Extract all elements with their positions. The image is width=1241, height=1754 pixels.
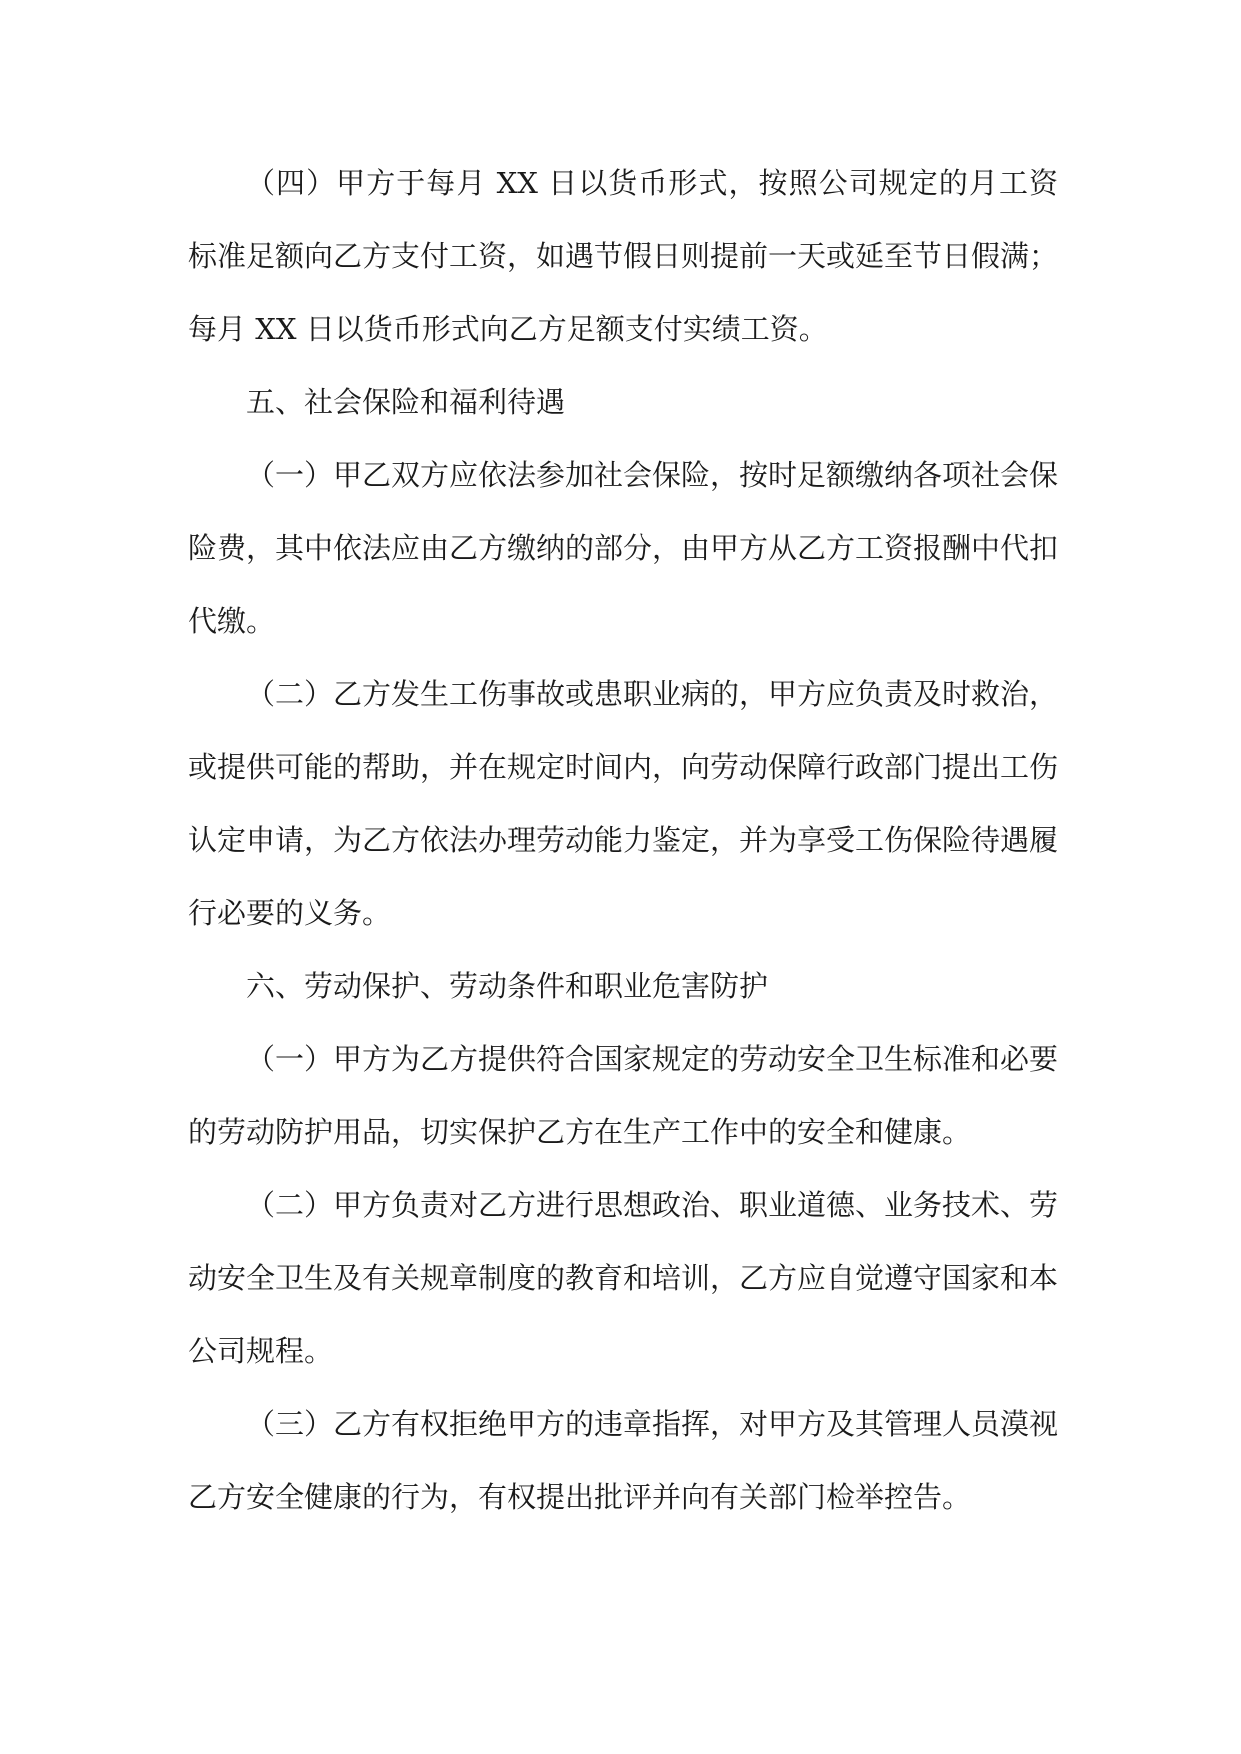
paragraph-work-injury: （二）乙方发生工伤事故或患职业病的，甲方应负责及时救治，或提供可能的帮助，并在规定时间内，向劳动保障行政部门提出工伤认定申请，为乙方依法办理劳动能力鉴定，并为享受工伤保险待遇履行必要的义务。 [188, 677, 1059, 930]
paragraph-training: （二）甲方负责对乙方进行思想政治、职业道德、业务技术、劳动安全卫生及有关规章制度的教育和培训，乙方应自觉遵守国家和本公司规程。 [188, 1188, 1059, 1368]
document-body [188, 147, 1058, 1534]
paragraph-social-insurance: （一）甲乙双方应依法参加社会保险，按时足额缴纳各项社会保险费，其中依法应由乙方缴纳的部分，由甲方从乙方工资报酬中代扣代缴。 [188, 458, 1059, 638]
paragraph-wage-payment: （四）甲方于每月 XX 日以货币形式，按照公司规定的月工资标准足额向乙方支付工资，如遇节假日则提前一天或延至节日假满；每月 XX 日以货币形式向乙方足额支付实绩工资。 [188, 166, 1059, 346]
section-heading-labor-protection: 六、劳动保护、劳动条件和职业危害防护 [246, 969, 769, 1003]
paragraph-safety-equipment: （一）甲方为乙方提供符合国家规定的劳动安全卫生标准和必要的劳动防护用品，切实保护乙方在生产工作中的安全和健康。 [188, 1042, 1059, 1149]
section-heading-social-insurance: 五、社会保险和福利待遇 [246, 385, 566, 419]
paragraph-right-to-refuse: （三）乙方有权拒绝甲方的违章指挥，对甲方及其管理人员漠视乙方安全健康的行为，有权提出批评并向有关部门检举控告。 [188, 1407, 1059, 1514]
